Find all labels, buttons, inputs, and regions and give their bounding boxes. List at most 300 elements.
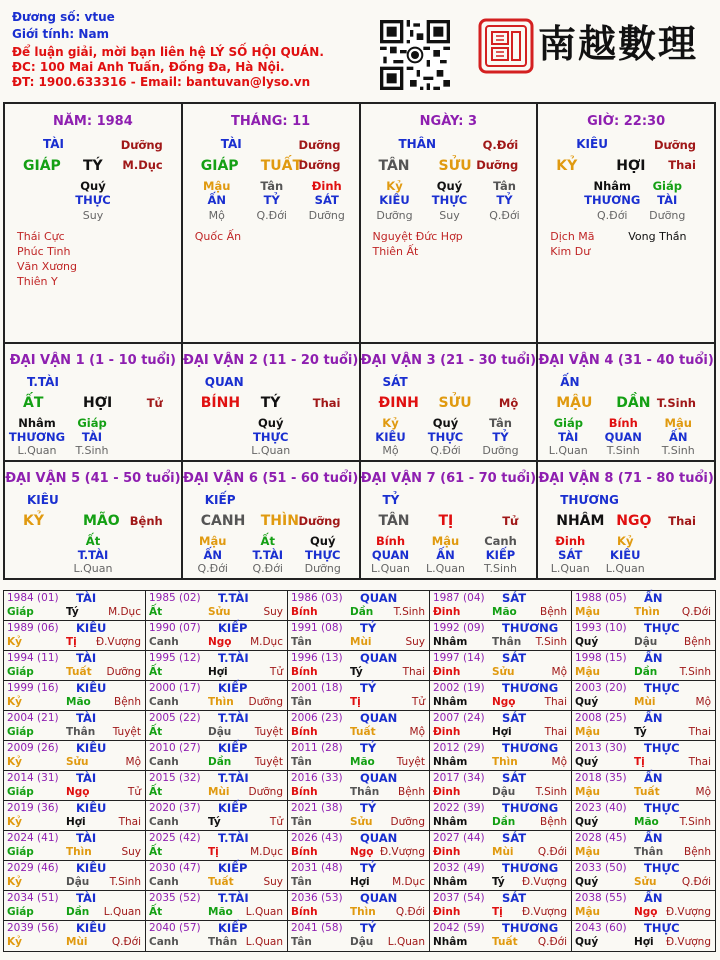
year-branch: Thân (66, 726, 96, 738)
year-label: 1998 (15) (575, 652, 627, 664)
hidden-stem: Mậu (203, 179, 231, 193)
year-ten-god: KIÊU (76, 801, 107, 815)
ten-god-label: KIẾP (204, 493, 236, 507)
year-stem: Canh (149, 756, 179, 768)
chart-header (12, 9, 372, 90)
year-stem: Mậu (575, 666, 601, 678)
year-label: 2032 (49) (433, 862, 485, 874)
year-ten-god: THỰC (644, 681, 680, 695)
year-label: 2004 (21) (7, 712, 59, 724)
year-label: 1985 (02) (149, 592, 201, 604)
year-stage: T.Sinh (393, 606, 425, 618)
year-label: 2020 (37) (149, 802, 201, 814)
year-label: 1997 (14) (433, 652, 485, 664)
heavenly-stem: TÂN (378, 513, 410, 529)
shen-sha-note: Kim Dư (550, 245, 591, 258)
year-stem: Nhâm (433, 636, 468, 648)
pillar-title: NĂM: 1984 (52, 114, 133, 129)
year-label: 2021 (38) (291, 802, 343, 814)
hidden-ten-god: SÁT (558, 548, 583, 562)
year-cell (4, 801, 146, 831)
year-stage: Mộ (695, 696, 711, 708)
hidden-ten-god: THỰC (431, 193, 468, 207)
year-branch: Mùi (66, 936, 88, 948)
year-label: 1995 (12) (149, 652, 201, 664)
year-label: 1988 (05) (575, 592, 627, 604)
year-stage: M.Dục (250, 636, 283, 648)
year-stage: Suy (263, 876, 283, 888)
earthly-branch: TUẤT (260, 158, 303, 174)
year-stem: Mậu (575, 786, 601, 798)
earthly-branch: SỬU (438, 395, 472, 411)
year-branch: Thìn (66, 846, 92, 858)
year-stage: Mộ (409, 726, 425, 738)
hidden-ten-god: ẤN (436, 548, 455, 562)
year-stem: Quý (575, 696, 599, 708)
year-ten-god: KIÊU (76, 681, 107, 695)
year-ten-god: T.TÀI (218, 771, 249, 785)
year-stage: Đ.Vượng (521, 906, 567, 918)
hidden-stage: Mộ (208, 209, 225, 222)
year-cell (4, 591, 146, 621)
hidden-ten-god: TÀI (81, 430, 103, 444)
year-stem: Ất (149, 786, 163, 798)
year-stem: Bính (291, 786, 318, 798)
year-cell (288, 861, 430, 891)
heavenly-stem: CANH (200, 513, 246, 529)
year-label: 2028 (45) (575, 832, 627, 844)
year-branch: Tị (350, 696, 361, 708)
year-ten-god: TỶ (360, 801, 377, 815)
year-ten-god: ẤN (644, 831, 663, 845)
hidden-ten-god: TỶ (263, 193, 280, 207)
year-branch: Ngọ (66, 786, 90, 798)
year-branch: Mão (492, 606, 517, 618)
year-branch: Tị (634, 756, 645, 768)
year-cell (146, 741, 288, 771)
dai-van-cell (5, 344, 183, 460)
year-ten-god: T.TÀI (218, 591, 249, 605)
hidden-stem: Kỷ (386, 179, 403, 193)
hidden-ten-god: TỶ (496, 193, 513, 207)
year-stem: Tân (291, 816, 312, 828)
year-ten-god: KIẾP (218, 681, 248, 695)
hidden-stem: Quý (432, 416, 459, 430)
year-ten-god: SÁT (502, 831, 527, 845)
year-stem: Kỷ (7, 636, 22, 648)
year-label: 1991 (08) (291, 622, 343, 634)
year-stage: Tử (127, 786, 141, 798)
year-branch: Mão (66, 696, 91, 708)
stage-label: Dưỡng (120, 138, 163, 152)
year-stage: Dưỡng (248, 786, 283, 798)
heavenly-stem: ẤT (23, 395, 44, 411)
hidden-stage: Q.Đới (252, 562, 283, 575)
year-stem: Kỷ (7, 696, 22, 708)
year-cell (288, 621, 430, 651)
year-branch: Ngọ (350, 846, 374, 858)
hidden-stem: Giáp (652, 179, 682, 193)
year-cell (430, 861, 572, 891)
year-label: 2009 (26) (7, 742, 59, 754)
year-branch: Dậu (66, 876, 90, 888)
year-stage: Q.Đới (681, 876, 711, 888)
year-stem: Bính (291, 846, 318, 858)
year-stem: Quý (575, 816, 599, 828)
hidden-ten-god: SÁT (314, 193, 339, 207)
year-label: 2038 (55) (575, 892, 627, 904)
year-ten-god: TÀI (76, 651, 97, 665)
year-stem: Kỷ (7, 756, 22, 768)
year-stage: Đ.Vượng (665, 906, 711, 918)
hidden-stage: Suy (82, 209, 104, 222)
year-label: 2037 (54) (433, 892, 485, 904)
year-cell (430, 921, 572, 951)
year-ten-god: TÀI (76, 891, 97, 905)
year-cell (146, 831, 288, 861)
hidden-ten-god: KIẾP (485, 548, 516, 562)
year-branch: Thân (208, 936, 238, 948)
year-stage: M.Dục (250, 846, 283, 858)
hidden-stage: L.Quan (548, 444, 588, 457)
earthly-branch: TÝ (83, 158, 103, 174)
year-stem: Nhâm (433, 876, 468, 888)
year-ten-god: THƯƠNG (502, 921, 559, 935)
year-stage: Bệnh (540, 816, 567, 828)
year-cell (4, 741, 146, 771)
year-cell (572, 831, 715, 861)
year-stage: Thai (688, 726, 711, 738)
year-ten-god: TỶ (360, 741, 377, 755)
year-ten-god: KIÊU (76, 921, 107, 935)
year-branch: Tý (634, 726, 647, 738)
hidden-ten-god: QUAN (604, 430, 642, 444)
year-stem: Mậu (575, 846, 601, 858)
year-stem: Kỷ (7, 876, 22, 888)
hidden-ten-god: ẤN (207, 193, 227, 207)
year-cell (430, 591, 572, 621)
year-ten-god: ẤN (644, 891, 663, 905)
hidden-ten-god: TÀI (657, 193, 678, 207)
year-stem: Mậu (575, 606, 601, 618)
year-stem: Nhâm (433, 756, 468, 768)
hidden-stem: Mậu (431, 534, 460, 548)
earthly-branch: MÃO (83, 513, 120, 529)
dai-van-title: ĐẠI VẬN 4 (31 - 40 tuổi) (538, 353, 714, 368)
year-branch: Sửu (350, 816, 373, 828)
year-branch: Mùi (350, 636, 372, 648)
year-stem: Nhâm (433, 696, 468, 708)
hidden-stem: Tân (260, 179, 284, 193)
year-cell (288, 651, 430, 681)
year-stage: T.Sinh (679, 666, 711, 678)
year-ten-god: THƯƠNG (502, 681, 559, 695)
earthly-branch: NGỌ (616, 513, 652, 529)
year-branch: Sửu (492, 666, 515, 678)
hidden-stem: Nhâm (18, 416, 56, 430)
hidden-ten-god: KIÊU (375, 430, 406, 444)
year-branch: Tý (492, 876, 505, 888)
hidden-stage: T.Sinh (661, 444, 695, 457)
year-stem: Canh (149, 696, 179, 708)
year-stage: L.Quan (103, 906, 141, 918)
year-stem: Canh (149, 876, 179, 888)
earthly-branch: THÌN (260, 513, 299, 529)
year-label: 2007 (24) (433, 712, 485, 724)
year-ten-god: KIẾP (218, 801, 248, 815)
heavenly-stem: KỶ (23, 513, 44, 529)
shen-sha-note: Thiên Y (17, 275, 58, 288)
year-stem: Tân (291, 696, 312, 708)
year-stage: Đ.Vượng (521, 876, 567, 888)
earthly-branch: DẦN (616, 395, 651, 411)
hidden-stem: Giáp (553, 416, 583, 430)
year-cell (288, 801, 430, 831)
year-label: 2026 (43) (291, 832, 343, 844)
year-stage: Bệnh (684, 846, 711, 858)
ten-god-label: TÀI (220, 137, 242, 151)
four-pillars (5, 104, 714, 344)
hidden-stage: Q.Đới (597, 209, 628, 222)
year-ten-god: SÁT (502, 591, 527, 605)
year-stem: Đinh (433, 726, 461, 738)
hidden-stage: Dưỡng (649, 209, 686, 222)
dai-van-row-1 (5, 344, 714, 460)
year-stem: Quý (575, 636, 599, 648)
hidden-ten-god: TÀI (558, 430, 579, 444)
hidden-stage: L.Quan (550, 562, 590, 575)
year-stage: L.Quan (245, 936, 283, 948)
year-label: 2010 (27) (149, 742, 201, 754)
year-cell (4, 771, 146, 801)
year-ten-god: THỰC (644, 861, 680, 875)
hidden-stage: T.Sinh (606, 444, 640, 457)
year-cell (572, 741, 715, 771)
hidden-stem: Quý (80, 179, 106, 193)
year-cell (146, 651, 288, 681)
year-label: 2040 (57) (149, 922, 201, 934)
hidden-stage: Dưỡng (308, 209, 345, 222)
contact-address: ĐC: 100 Mai Anh Tuấn, Đống Đa, Hà Nội. (12, 60, 285, 74)
hidden-stage: L.Quan (426, 562, 465, 575)
year-cell (430, 651, 572, 681)
year-stem: Ất (149, 726, 163, 738)
year-cell (572, 861, 715, 891)
hidden-stage: L.Quan (605, 562, 645, 575)
year-stem: Nhâm (433, 816, 468, 828)
year-stage: Đ.Vượng (95, 636, 141, 648)
growth-stage: Thai (312, 396, 341, 410)
year-label: 2031 (48) (291, 862, 343, 874)
heavenly-stem: GIÁP (23, 158, 61, 174)
hidden-ten-god: THƯƠNG (8, 430, 66, 444)
year-branch: Mão (350, 756, 375, 768)
dai-van-title: ĐẠI VẬN 7 (61 - 70 tuổi) (360, 471, 537, 486)
year-ten-god: KIẾP (218, 621, 248, 635)
year-label: 1994 (11) (7, 652, 59, 664)
year-cell (572, 651, 715, 681)
year-cell (572, 891, 715, 921)
earthly-branch: HỢI (616, 158, 646, 174)
hidden-ten-god: THƯƠNG (584, 193, 641, 207)
year-cell (430, 621, 572, 651)
year-stem: Bính (291, 906, 318, 918)
year-stem: Đinh (433, 666, 461, 678)
pillar-year (5, 104, 183, 344)
year-label: 1999 (16) (7, 682, 59, 694)
year-branch: Hợi (66, 816, 86, 828)
dai-van-cell (361, 344, 539, 460)
growth-stage: Tử (502, 514, 519, 528)
year-ten-god: TÀI (76, 591, 97, 605)
hidden-stage: Q.Đới (256, 209, 287, 222)
hidden-stage: L.Quan (251, 444, 291, 457)
year-label: 1993 (10) (575, 622, 627, 634)
hidden-ten-god: ẤN (668, 430, 688, 444)
year-stage: Q.Đới (537, 846, 567, 858)
year-stem: Tân (291, 756, 312, 768)
year-cell (572, 591, 715, 621)
year-stem: Mậu (575, 726, 601, 738)
year-ten-god: KIẾP (218, 921, 248, 935)
hidden-stage: T.Sinh (75, 444, 109, 457)
year-label: 2022 (39) (433, 802, 485, 814)
year-cell (146, 771, 288, 801)
annual-luck-grid (3, 590, 716, 952)
growth-stage: M.Dục (122, 158, 163, 172)
year-cell (146, 711, 288, 741)
year-stage: Tử (269, 816, 283, 828)
year-stem: Tân (291, 936, 312, 948)
dai-van-title: ĐẠI VẬN 2 (11 - 20 tuổi) (182, 353, 359, 368)
dai-van-title: ĐẠI VẬN 6 (51 - 60 tuổi) (182, 471, 359, 486)
hidden-stem: Bính (375, 534, 406, 548)
year-stage: Dưỡng (248, 696, 283, 708)
growth-stage: Tử (146, 396, 163, 410)
year-stage: Thai (118, 816, 141, 828)
hidden-stem: Mậu (664, 416, 692, 430)
year-stem: Nhâm (433, 936, 468, 948)
year-label: 2000 (17) (149, 682, 201, 694)
heavenly-stem: MẬU (556, 395, 593, 411)
year-stem: Tân (291, 876, 312, 888)
hidden-stage: Dưỡng (482, 444, 519, 457)
year-branch: Tị (208, 846, 219, 858)
year-stage: Tử (269, 666, 283, 678)
year-label: 2039 (56) (7, 922, 59, 934)
hidden-stem: Quý (436, 179, 463, 193)
year-cell (288, 891, 430, 921)
year-branch: Dần (66, 906, 90, 918)
brand-logo: 南越數理 (538, 21, 699, 66)
year-label: 2043 (60) (575, 922, 627, 934)
year-stem: Giáp (7, 846, 34, 858)
year-stem: Mậu (575, 906, 601, 918)
year-cell (572, 771, 715, 801)
year-ten-god: KIÊU (76, 861, 107, 875)
hidden-stem: Giáp (77, 416, 107, 430)
shen-sha-note: Vong Thần (628, 230, 687, 243)
year-label: 1987 (04) (433, 592, 485, 604)
year-stage: M.Dục (392, 876, 425, 888)
year-cell (4, 921, 146, 951)
year-label: 2042 (59) (433, 922, 485, 934)
growth-stage: Dưỡng (298, 158, 341, 172)
year-ten-god: TÀI (76, 831, 97, 845)
year-stem: Quý (575, 876, 599, 888)
year-stage: Q.Đới (537, 936, 567, 948)
pillar-title: GIỜ: 22:30 (587, 114, 666, 129)
year-branch: Thìn (350, 906, 376, 918)
year-cell (430, 891, 572, 921)
hidden-stage: Dưỡng (304, 562, 341, 575)
pillar-month (183, 104, 361, 344)
year-ten-god: TÀI (76, 711, 97, 725)
year-stage: Mộ (551, 756, 567, 768)
year-ten-god: ẤN (644, 771, 663, 785)
contact-phone-email: ĐT: 1900.633316 - Email: bantuvan@lyso.vn (12, 75, 311, 89)
year-branch: Mùi (208, 786, 230, 798)
year-ten-god: ẤN (644, 711, 663, 725)
earthly-branch: HỢI (83, 395, 113, 411)
year-stage: Thai (402, 666, 425, 678)
subject-gender: Giới tính: Nam (12, 27, 110, 41)
ten-god-label: SÁT (382, 375, 408, 389)
dai-van-cell (538, 462, 714, 578)
year-label: 1986 (03) (291, 592, 343, 604)
hidden-ten-god: KIÊU (379, 193, 410, 207)
year-ten-god: THỰC (644, 621, 680, 635)
year-ten-god: T.TÀI (218, 831, 249, 845)
year-label: 2005 (22) (149, 712, 201, 724)
year-cell (4, 891, 146, 921)
year-ten-god: QUAN (360, 651, 398, 665)
year-branch: Tuất (208, 876, 234, 888)
year-branch: Thìn (492, 756, 518, 768)
year-label: 2015 (32) (149, 772, 201, 784)
year-cell (4, 861, 146, 891)
shen-sha-note: Quốc Ấn (194, 230, 242, 243)
year-stage: Tuyệt (254, 726, 283, 738)
year-cell (288, 711, 430, 741)
year-stem: Giáp (7, 786, 34, 798)
growth-stage: Thai (668, 158, 696, 172)
earthly-branch: TÝ (260, 395, 281, 411)
year-ten-god: QUAN (360, 591, 398, 605)
year-label: 2001 (18) (291, 682, 343, 694)
year-stem: Tân (291, 636, 312, 648)
year-ten-god: ẤN (644, 651, 663, 665)
year-ten-god: T.TÀI (218, 651, 249, 665)
year-cell (146, 921, 288, 951)
heavenly-stem: TÂN (378, 158, 410, 174)
year-ten-god: SÁT (502, 891, 527, 905)
year-stage: Dưỡng (390, 816, 425, 828)
earthly-branch: TỊ (438, 513, 454, 529)
year-cell (146, 621, 288, 651)
year-cell (4, 831, 146, 861)
year-cell (288, 921, 430, 951)
year-cell (288, 681, 430, 711)
year-stage: Đ.Vượng (665, 936, 711, 948)
heavenly-stem: KỶ (556, 158, 578, 174)
hidden-ten-god: THỰC (304, 548, 341, 562)
year-stage: Thai (544, 726, 567, 738)
year-cell (430, 681, 572, 711)
year-ten-god: QUAN (360, 831, 398, 845)
year-label: 1990 (07) (149, 622, 201, 634)
year-stage: Bệnh (114, 696, 141, 708)
